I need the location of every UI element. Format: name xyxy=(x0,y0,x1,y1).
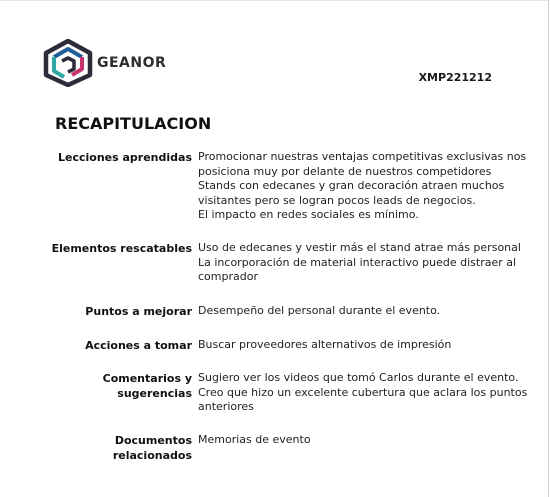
content-line: Stands con edecanes y gran decoración atraen muchos xyxy=(198,179,505,192)
brand-name: GEANOR xyxy=(97,55,167,71)
section-label: Acciones a tomar xyxy=(85,339,192,352)
section-content xyxy=(198,433,498,448)
section-content xyxy=(198,304,498,319)
document-id: XMP221212 xyxy=(418,71,492,84)
content-line: El impacto en redes sociales es mínimo. xyxy=(198,208,419,221)
section-label-line: Documentos xyxy=(114,434,192,447)
section-label-line: relacionados xyxy=(112,449,192,462)
section-content xyxy=(198,241,521,285)
content-line: comprador xyxy=(198,270,258,283)
page-title: RECAPITULACION xyxy=(55,114,212,133)
content-line: Desempeño del personal durante el evento. xyxy=(198,304,441,317)
section-content xyxy=(198,150,527,223)
section-label-line: sugerencias xyxy=(117,387,192,400)
section-label: Puntos a mejorar xyxy=(85,305,192,318)
content-line: Promocionar nuestras ventajas competitivas exclusivas nos xyxy=(198,150,527,163)
section-label xyxy=(42,433,192,463)
content-line: Sugiero ver los videos que tomó Carlos durante el evento. xyxy=(198,371,519,384)
section-content xyxy=(198,338,498,353)
content-line: visitantes pero se logran pocos leads de negocios. xyxy=(198,193,476,207)
content-line: Uso de edecanes y vestir más el stand atrae más personal xyxy=(198,241,521,254)
content-line: Buscar proveedores alternativos de impresión xyxy=(198,338,452,351)
section-label-line: Comentarios y xyxy=(102,372,192,385)
content-line: Memorias de evento xyxy=(198,433,311,446)
section-content xyxy=(198,371,528,415)
content-line: La incorporación de material interactivo puede distraer al xyxy=(198,255,517,269)
content-line: posiciona muy por delante de nuestros competidores xyxy=(198,164,492,178)
section-label: Lecciones aprendidas xyxy=(57,151,192,164)
section-label xyxy=(42,371,192,401)
content-line: anteriores xyxy=(198,400,254,413)
content-line: Creo que hizo un excelente cubertura que aclara los puntos xyxy=(198,385,528,399)
section-label: Elementos rescatables xyxy=(51,242,192,255)
geanor-logo-icon xyxy=(42,39,94,87)
